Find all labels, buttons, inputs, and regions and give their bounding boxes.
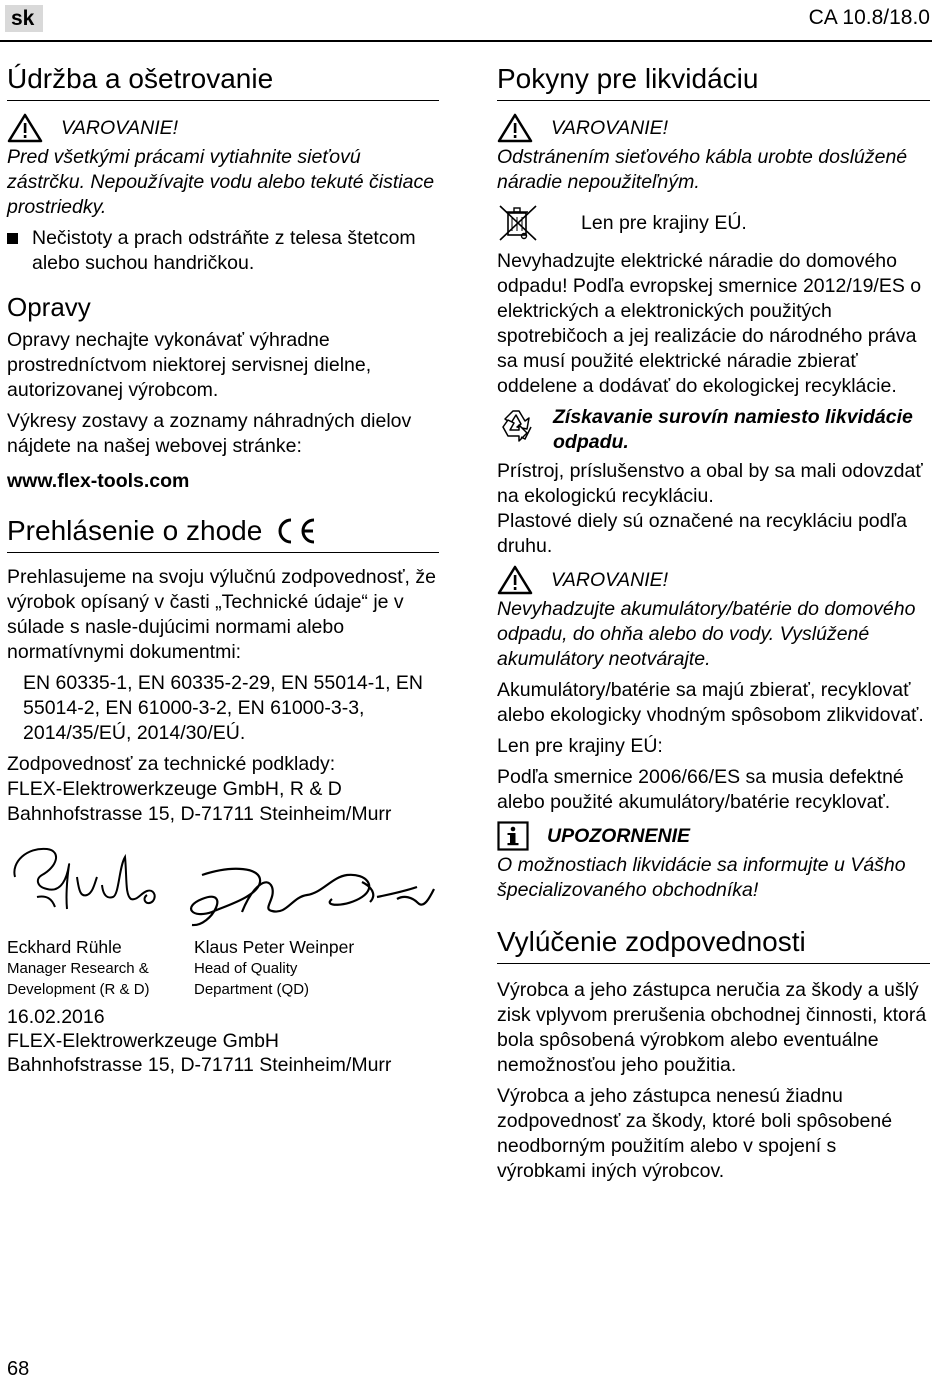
disposal-text-2: Prístroj, príslušenstvo a obal by sa mali odovzdať na ekologickú recykláciu. [497, 460, 923, 507]
recycling-row [497, 405, 930, 455]
note-label: UPOZORNENIE [547, 824, 691, 847]
recycling-label: Získavanie surovín namiesto likvidácie odpadu. [553, 406, 913, 453]
website-link[interactable]: www.flex-tools.com [7, 470, 190, 492]
signer2-name: Klaus Peter Weinper [194, 937, 355, 957]
recycle-icon [497, 405, 537, 445]
maintenance-warning-text: Pred všetkými prácami vytiahnite sieťovú zástrčku. Nepoužívajte vodu alebo tekuté čistiace prostriedky. [7, 146, 435, 218]
disposal-text-3: Plastové diely sú označené na recykláciu podľa druhu. [497, 510, 908, 557]
signatures [7, 837, 439, 1127]
signature-weinper [172, 857, 437, 937]
declaration-title: Prehlásenie o zhode [7, 515, 263, 546]
model-number: CA 10.8/18.0 [808, 6, 930, 29]
signer1-role-line2: Development (R & D) [7, 981, 150, 998]
warning-triangle-icon [497, 113, 533, 143]
docs-label: Zodpovednosť za technické podklady: [7, 753, 336, 775]
warning-label: VAROVANIE! [61, 116, 179, 139]
signer-weinper [194, 937, 434, 1000]
declaration-text: Prehlasujeme na svoju výlučnú zodpovednosť, že výrobok opísaný v časti „Technické údaje“ je v súlade s nasle-dujúcimi normami alebo normatívnymi dokumentmi: [7, 566, 436, 663]
signature-ruhle [7, 837, 167, 927]
disposal-text-5: Podľa smernice 2006/66/ES sa musia defektné alebo použité akumulátory/batérie recyklovať. [497, 766, 904, 813]
signer1-name: Eckhard Rühle [7, 937, 122, 957]
battery-warning [497, 565, 930, 595]
weee-row [497, 203, 930, 243]
page-number: 68 [7, 1358, 30, 1380]
declaration-footer [7, 1005, 439, 1077]
eu-only-label: Len pre krajiny EÚ. [581, 211, 747, 234]
warning-triangle-icon [497, 565, 533, 595]
docs-address: Bahnhofstrasse 15, D-71711 Steinheim/Murr [7, 803, 392, 825]
disposal-text-4: Akumulátory/batérie sa majú zbierať, recyklovať alebo ekologicky vhodným spôsobom zlikvidovať. [497, 679, 924, 726]
info-icon [497, 821, 529, 851]
language-tag: sk [5, 5, 43, 32]
note-text: O možnostiach likvidácie sa informujte u Vášho špecializovaného obchodníka! [497, 854, 906, 901]
disposal-text-1: Nevyhadzujte elektrické náradie do domového odpadu! Podľa evropskej smernice 2012/19/ES o elektrických a elektronických použitých spotrebičoch a jej realizácie do národného práva sa musí použité elektrické náradie zbierať oddelene a dodávať do ekologickej recyklácie. [497, 250, 922, 397]
norms-list: EN 60335-1, EN 60335-2-29, EN 55014-1, EN 55014-2, EN 61000-3-2, EN 61000-3-3, 2014/35/EÚ, 2014/30/EÚ. [23, 672, 423, 744]
note-row [497, 821, 930, 851]
declaration-heading [7, 514, 439, 553]
signer2-role-line2: Department (QD) [194, 981, 310, 998]
eu-only-label-2: Len pre krajiny EÚ: [497, 735, 663, 757]
bullet-square-icon [7, 233, 18, 244]
liability-text-2: Výrobca a jeho zástupca nenesú žiadnu zodpovednosť za škody, ktoré boli spôsobené neodborným použitím alebo v spojení s výrobkami iných výrobcov. [497, 1085, 893, 1182]
maintenance-heading: Údržba a ošetrovanie [7, 62, 439, 101]
battery-warning-text: Nevyhadzujte akumulátory/batérie do domového odpadu, do ohňa alebo do vody. Vyslúžené akumulátory neotvárajte. [497, 598, 916, 670]
header-divider [0, 40, 932, 42]
ce-mark-icon [272, 517, 318, 545]
left-column [7, 62, 439, 1127]
warning-label: VAROVANIE! [551, 568, 669, 591]
disposal-warning-text: Odstránením sieťového kábla urobte doslúžené náradie nepoužiteľným. [497, 146, 908, 193]
signer1-role-line1: Manager Research & [7, 960, 149, 977]
repairs-text-1: Opravy nechajte vykonávať výhradne prostredníctvom niektorej servisnej dielne, autorizovanej výrobcom. [7, 329, 372, 401]
maintenance-bullet [7, 226, 439, 282]
warning-label: VAROVANIE! [551, 116, 669, 139]
signer-ruhle [7, 937, 187, 1000]
liability-text-1: Výrobca a jeho zástupca neručia za škody a ušlý zisk vplyvom prerušenia obchodnej činnosti, ktorá bola spôsobená výrobkom alebo eventuálne nemožnosťou jeho použitia. [497, 979, 927, 1076]
maintenance-warning [7, 113, 439, 143]
maintenance-bullet-text: Nečistoty a prach odstráňte z telesa štetcom alebo suchou handričkou. [32, 227, 416, 274]
liability-heading: Vylúčenie zodpovednosti [497, 925, 930, 964]
warning-triangle-icon [7, 113, 43, 143]
disposal-heading: Pokyny pre likvidáciu [497, 62, 930, 101]
docs-company: FLEX-Elektrowerkzeuge GmbH, R & D [7, 778, 342, 800]
declaration-company: FLEX-Elektrowerkzeuge GmbH [7, 1030, 280, 1052]
declaration-address: Bahnhofstrasse 15, D-71711 Steinheim/Murr [7, 1054, 392, 1076]
disposal-warning [497, 113, 930, 143]
signer2-role-line1: Head of Quality [194, 960, 298, 977]
repairs-heading: Opravy [7, 292, 91, 322]
right-column [497, 62, 930, 1190]
crossed-bin-icon [497, 203, 539, 243]
repairs-text-2: Výkresy zostavy a zoznamy náhradných dielov nájdete na našej webovej stránke: [7, 410, 412, 457]
declaration-date: 16.02.2016 [7, 1006, 105, 1028]
